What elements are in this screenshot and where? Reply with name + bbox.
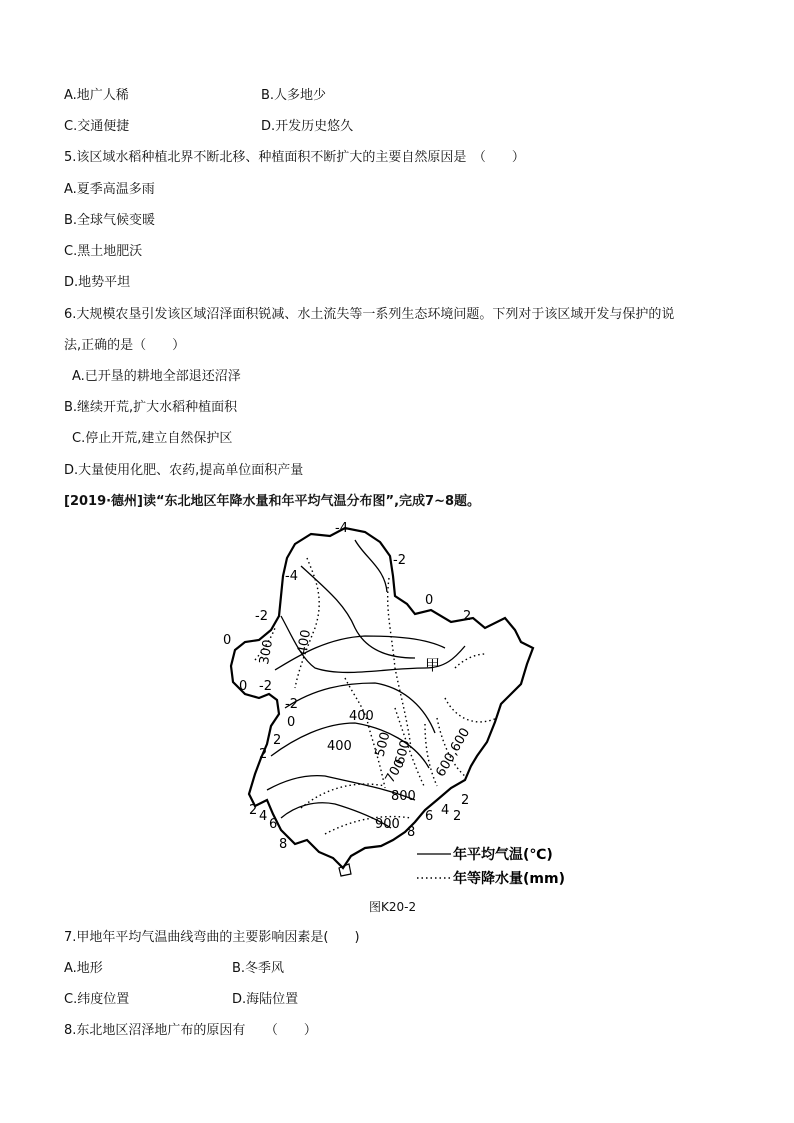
q6-option-c: C.停止开荒,建立自然保护区	[72, 431, 233, 446]
q7-option-b: B.冬季风	[232, 961, 285, 976]
isotherm-label-14: 2	[249, 803, 258, 818]
isotherm-label-10: -2	[285, 697, 298, 712]
isotherm-label-6: -2	[255, 609, 268, 624]
q5-option-b: B.全球气候变暖	[64, 213, 156, 228]
q7-option-a: A.地形	[64, 961, 103, 976]
isotherm-label-21: 8	[407, 825, 416, 840]
section-intro: [2019·德州]读“东北地区年降水量和年平均气温分布图”,完成7~8题。	[64, 494, 481, 509]
q6-option-b: B.继续开荒,扩大水稻种植面积	[64, 400, 238, 415]
isotherm-label-7: 0	[223, 633, 232, 648]
isotherm-label-16: 6	[269, 817, 278, 832]
isotherm-label-18: 2	[461, 793, 470, 808]
question-8-stem: 8.东北地区沼泽地广布的原因有 （ ）	[64, 1023, 317, 1038]
legend-precipitation: 年等降水量(mm)	[453, 871, 565, 887]
isohyet-label-6: 600	[392, 738, 414, 767]
place-label-jia: 甲	[425, 656, 441, 674]
map-legend	[417, 846, 565, 887]
q6-option-a: A.已开垦的耕地全部退还沼泽	[72, 369, 241, 384]
option-c: C.交通便捷	[64, 119, 130, 134]
q5-option-d: D.地势平坦	[64, 275, 131, 290]
isotherm-label-5: 2	[463, 609, 472, 624]
isotherm-label-8: 0	[239, 679, 248, 694]
q5-option-c: C.黑土地肥沃	[64, 244, 143, 259]
option-d: D.开发历史悠久	[261, 119, 354, 134]
isohyet-label-10: 900	[375, 817, 400, 832]
isotherm-label-11: 0	[287, 715, 296, 730]
isohyet-label-4: 400	[327, 739, 352, 754]
question-6-stem-line1: 6.大规模农垦引发该区域沼泽面积锐减、水土流失等一系列生态环境问题。下列对于该区域开发与保护的说	[64, 307, 675, 322]
isotherm-label-3: -4	[285, 569, 298, 584]
figure-caption: 图K20-2	[369, 900, 417, 914]
isohyet-label-1: 400	[295, 628, 315, 656]
isohyet-label-2: 300	[257, 638, 277, 666]
isotherm-label-17: 8	[279, 837, 288, 852]
isotherm-label-20: 6	[425, 809, 434, 824]
isotherm-label-15: 4	[259, 809, 268, 824]
question-6-stem-line2: 法,正确的是（ ）	[64, 338, 186, 353]
q7-option-d: D.海陆位置	[232, 992, 299, 1007]
isotherm-label-13: 2	[259, 747, 268, 762]
legend-temperature: 年平均气温(℃)	[453, 847, 553, 863]
option-a: A.地广人稀	[64, 88, 129, 103]
isotherm-label-22: 2	[453, 809, 462, 824]
isotherm-label-19: 4	[441, 803, 450, 818]
question-5-stem: 5.该区域水稻种植北界不断北移、种植面积不断扩大的主要自然原因是 （ ）	[64, 150, 525, 165]
isohyet-label-8: 600,600	[433, 725, 474, 780]
isotherm-label-9: -2	[259, 679, 272, 694]
question-7-stem: 7.甲地年平均气温曲线弯曲的主要影响因素是( )	[64, 930, 360, 945]
isotherm-label-1: -4	[335, 521, 348, 536]
isohyet-labels	[257, 629, 473, 832]
q7-option-c: C.纬度位置	[64, 992, 130, 1007]
option-b: B.人多地少	[261, 88, 327, 103]
isotherm-label-4: 0	[425, 593, 434, 608]
isohyet-label-7: 700	[382, 756, 409, 786]
isotherm-label-2: -2	[393, 553, 406, 568]
isohyet-label-5: 500	[372, 730, 394, 759]
q6-option-d: D.大量使用化肥、农药,提高单位面积产量	[64, 463, 304, 478]
isohyet-label-9: 800	[391, 789, 416, 804]
isohyet-label-3: 400	[349, 709, 374, 724]
northeast-china-map	[215, 518, 595, 890]
q5-option-a: A.夏季高温多雨	[64, 182, 155, 197]
isotherm-label-12: 2	[273, 733, 282, 748]
